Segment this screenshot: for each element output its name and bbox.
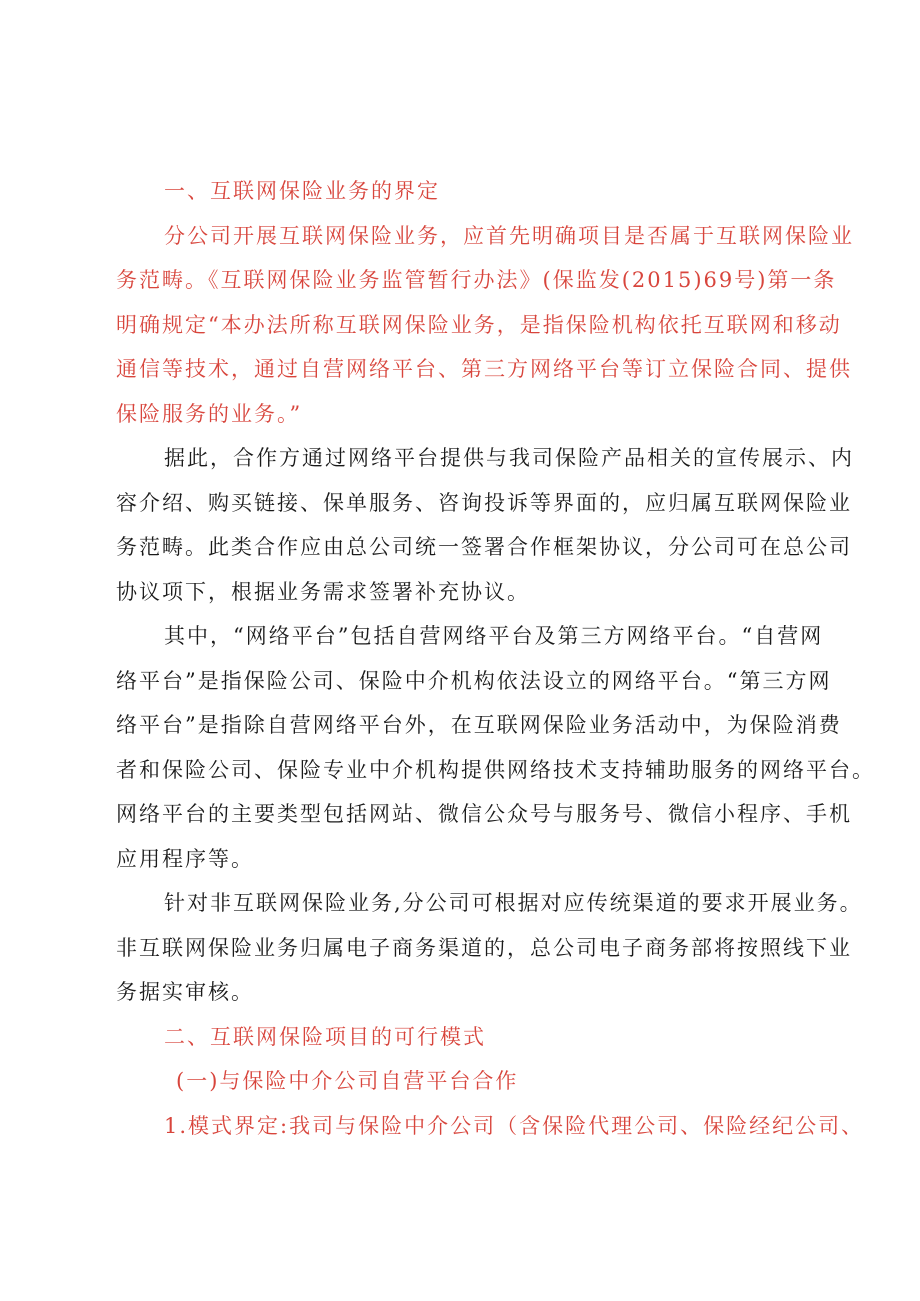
paragraph-line: 非互联网保险业务归属电子商务渠道的，总公司电子商务部将按照线下业: [116, 936, 852, 960]
numbered-item-line: 1.模式界定:我司与保险中介公司（含保险代理公司、保险经纪公司、: [164, 1114, 865, 1138]
section-heading-1: 一、互联网保险业务的界定: [164, 179, 440, 203]
paragraph-line: 务范畴。此类合作应由总公司统一签署合作框架协议，分公司可在总公司: [116, 535, 852, 559]
paragraph-line: 通信等技术，通过自营网络平台、第三方网络平台等订立保险合同、提供: [116, 357, 852, 381]
paragraph-line: 协议项下，根据业务需求签署补充协议。: [116, 580, 530, 604]
paragraph-line: 其中，“网络平台”包括自营网络平台及第三方网络平台。“自营网: [164, 624, 824, 648]
paragraph-line: 者和保险公司、保险专业中介机构提供网络技术支持辅助服务的网络平台。: [116, 758, 875, 782]
paragraph-line: 络平台”是指除自营网络平台外，在互联网保险业务活动中，为保险消费: [116, 713, 842, 737]
paragraph-line: 分公司开展互联网保险业务，应首先明确项目是否属于互联网保险业: [164, 224, 854, 248]
subsection-heading: (一)与保险中介公司自营平台合作: [176, 1069, 519, 1093]
paragraph-line: 网络平台的主要类型包括网站、微信公众号与服务号、微信小程序、手机: [116, 802, 852, 826]
paragraph-line: 容介绍、购买链接、保单服务、咨询投诉等界面的，应归属互联网保险业: [116, 491, 852, 515]
section-heading-2: 二、互联网保险项目的可行模式: [164, 1025, 486, 1049]
paragraph-line: 据此，合作方通过网络平台提供与我司保险产品相关的宣传展示、内: [164, 446, 854, 470]
paragraph-line: 应用程序等。: [116, 847, 254, 871]
paragraph-line: 针对非互联网保险业务,分公司可根据对应传统渠道的要求开展业务。: [164, 891, 863, 915]
paragraph-line: 明确规定“本办法所称互联网保险业务，是指保险机构依托互联网和移动: [116, 313, 842, 337]
paragraph-line: 络平台”是指保险公司、保险中介机构依法设立的网络平台。“第三方网: [116, 669, 832, 693]
paragraph-line: 务范畴。《互联网保险业务监管暂行办法》(保监发(2015)69号)第一条: [116, 268, 837, 292]
paragraph-line: 务据实审核。: [116, 980, 254, 1004]
paragraph-line: 保险服务的业务。”: [116, 402, 303, 426]
